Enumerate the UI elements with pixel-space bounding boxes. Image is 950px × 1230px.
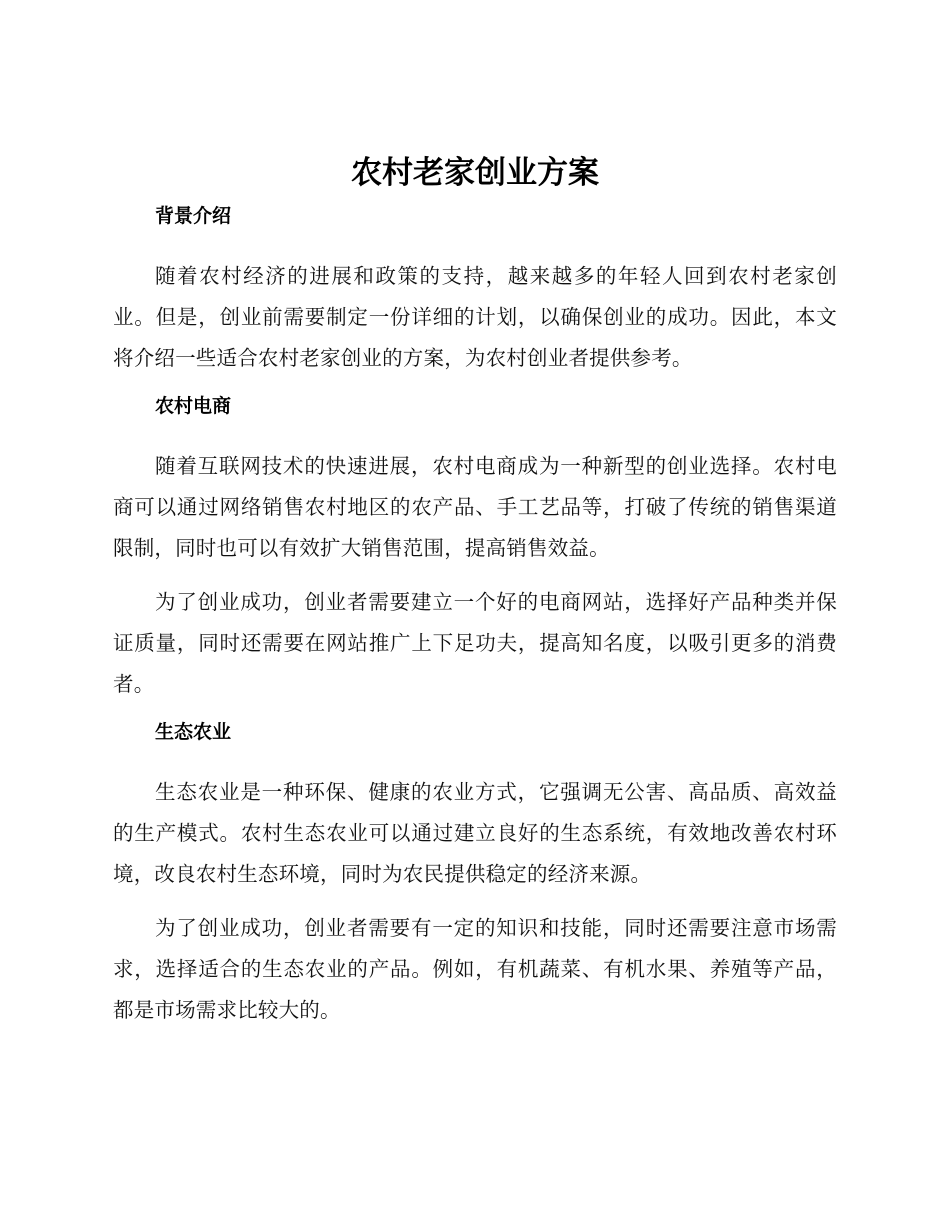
section-background (113, 202, 837, 379)
section-heading: 生态农业 (155, 721, 232, 743)
paragraph: 为了创业成功，创业者需要有一定的知识和技能，同时还需要注意市场需求，选择适合的生态农业的产品。例如，有机蔬菜、有机水果、养殖等产品，都是市场需求比较大的。 (113, 916, 837, 1022)
paragraph: 生态农业是一种环保、健康的农业方式，它强调无公害、高品质、高效益的生产模式。农村生态农业可以通过建立良好的生态系统，有效地改善农村环境，改良农村生态环境，同时为农民提供稳定的经济来源。 (113, 780, 837, 886)
document-body (113, 202, 837, 1044)
paragraph: 为了创业成功，创业者需要建立一个好的电商网站，选择好产品种类并保证质量，同时还需要在网站推广上下足功夫，提高知名度，以吸引更多的消费者。 (113, 590, 837, 696)
paragraph: 随着农村经济的进展和政策的支持，越来越多的年轻人回到农村老家创业。但是，创业前需要制定一份详细的计划，以确保创业的成功。因此，本文将介绍一些适合农村老家创业的方案，为农村创业者提供参考。 (113, 264, 837, 370)
section-eco-agriculture (113, 718, 837, 1031)
section-heading: 农村电商 (155, 395, 232, 417)
section-rural-ecommerce (113, 392, 837, 705)
section-heading: 背景介绍 (155, 205, 232, 227)
document-title: 农村老家创业方案 (351, 155, 599, 191)
paragraph: 随着互联网技术的快速进展，农村电商成为一种新型的创业选择。农村电商可以通过网络销售农村地区的农产品、手工艺品等，打破了传统的销售渠道限制，同时也可以有效扩大销售范围，提高销售效益。 (113, 454, 837, 560)
